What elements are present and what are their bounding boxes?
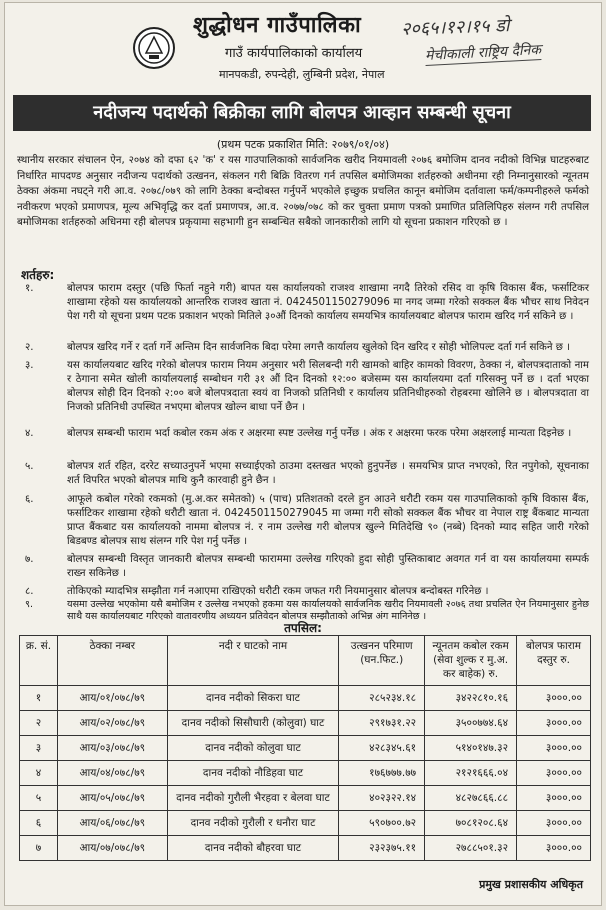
- table-row: [20, 836, 591, 861]
- condition-item: [17, 341, 589, 355]
- condition-text: तोकिएको म्यादभित्र सम्झौता गर्न नआएमा राखिएको धरौटी रकम जफत गरी नियमानुसार बोलपत्र बन्दोबस्त गरिनेछ ।: [67, 586, 489, 597]
- nepal-emblem-icon: [133, 27, 175, 69]
- cell-serial: ६: [20, 811, 58, 836]
- cell-min-bid: ३४२२८१०.१६: [425, 686, 517, 711]
- col-header-min-bid: न्यूनतम कबोल रकम (सेवा शुल्क र मु.अ. कर बाहेक) रु.: [425, 636, 517, 686]
- cell-serial: ७: [20, 836, 58, 861]
- contracts-table: [19, 635, 591, 861]
- cell-quantity: ४०२३२२.१४: [339, 786, 425, 811]
- cell-river-ghat: दानव नदीको गुरौली भैरहवा र बेलवा घाट: [167, 786, 339, 811]
- letterhead: [5, 3, 601, 89]
- intro-paragraph: स्थानीय सरकार संचालन ऐन, २०७४ को दफा ६२ 'क' र यस गाउपालिकाको सार्वजनिक खरीद नियमावली २०७६ बमोजिम दानव नदीको विभिन्न घाटहरुबाट निर्धारित मापदण्ड अनुसार नदीजन्य पदार्थको उत्खनन, संकलन गरी बिक्रि वितरण गर्न तपसिल बमोजिमका शर्तहरुको अधीनमा रही निम्नानुसारको न्यूनतम ठेक्का अंकमा नघट्ने गरी आ.व. २०७८/०७९ को लागि ठेक्का बन्दोबस्त गर्नुपर्ने भएकोले इच्छुक प्रचलित कानून बमोजिम दर्तावाला फर्म/कम्पनीहरुले फर्मको नवीकरण भएको प्रमाणपत्र, मूल्य अभिवृद्धि कर दर्ता प्रमाणपत्र, आ.व. २०७७/०७८ को कर चुक्ता प्रमाण पत्रको प्रमाणित प्रतिलिपिहरु संलग्न गरी तपसिल बमोजिमका शर्तहरुको अधिनमा रही बोलपत्र प्रकृयामा सहभागी हुन सम्बन्धित सबैको जानकारीको लागि यो सूचना प्रकाशन गरिएको छ ।: [17, 155, 589, 229]
- table-row: [20, 811, 591, 836]
- cell-serial: ३: [20, 736, 58, 761]
- cell-contract-no: आय/०४/०७८/७९: [57, 761, 167, 786]
- cell-contract-no: आय/०७/०७८/७९: [57, 836, 167, 861]
- table-row: [20, 686, 591, 711]
- cell-contract-no: आय/०१/०७८/७९: [57, 686, 167, 711]
- handwritten-note: मेचीकाली राष्ट्रिय दैनिक: [424, 41, 542, 65]
- office-name: गाउँ कार्यपालिकाको कार्यालय: [225, 46, 363, 61]
- condition-text: बोलपत्र सम्बन्धी फाराम भर्दा कबोल रकम अंक र अक्षरमा स्पष्ट उल्लेख गर्नु पर्नेछ । अंक र अक्षरमा फरक परेमा अक्षरलाई मान्यता दिइनेछ ।: [67, 428, 572, 439]
- condition-item: [17, 585, 589, 599]
- cell-min-bid: ३५००७७४.६४: [425, 711, 517, 736]
- cell-form-fee: ३०००.००: [517, 686, 591, 711]
- handwritten-date: २०६५।१२।१५ डो: [400, 15, 510, 40]
- table-heading: तपसिल:: [284, 621, 322, 635]
- table-row: [20, 711, 591, 736]
- table-header-row: [20, 636, 591, 686]
- office-address: मानपकडी, रुपन्देही, लुम्बिनी प्रदेश, नेपाल: [219, 68, 385, 81]
- condition-item: [17, 460, 589, 488]
- cell-river-ghat: दानव नदीको बौहरवा घाट: [167, 836, 339, 861]
- notice-title: नदीजन्य पदार्थको बिक्रीका लागि बोलपत्र आव्हान सम्बन्धी सूचना: [13, 95, 591, 131]
- condition-text: आफूले कबोल गरेको रकमको (मु.अ.कर समेतको) ५ (पाच) प्रतिशतको दरले हुन आउने धरौटी रकम यस गाउपालिकाको कृषि विकास बैंक, फर्साटिकर शाखामा रहेको धरौटी खाता नं. 0424501150279045 मा जम्मा गरी सोको सक्कल बैंक भौचर वा नेपाल राष्ट्र बैंकबाट मान्यता प्राप्त बैंकबाट यस कार्यालयको नाममा बोलपत्र नं. र नाम उल्लेख गरी बोलपत्र खुल्ने मितिदेखि ९० (नब्बे) दिनको म्याद सहित जारी गरेको बिडबण्ड बोलपत्र साथ संलग्न गरि पेश गर्नु पर्नेछ ।: [67, 494, 589, 547]
- notice-page: [4, 2, 602, 906]
- table-row: [20, 736, 591, 761]
- condition-text: यस कार्यालयबाट खरिद गरेको बोलपत्र फाराम नियम अनुसार भरी सिलबन्दी गरी खामको बाहिर कामको विवरण, ठेक्का नं, बोलपत्रदाताको नाम र ठेगाना समेत खोली कार्यालयलाई सम्बोधन गरी ३१ औं दिन दिनको १२:०० बजेसम्म यस कार्यालयमा दर्ता गरिसक्नु पर्ने छ । दर्ता भएका बोलपत्र सोही दिन दिनको २:०० बजे बोलपत्रदाता स्वयं वा निजको प्रतिनिधी र कार्यालय प्रतिनिधीहरुको रोहबरमा खोलिने छ । बोलपत्रदाता वा निजको प्रतिनिधी उपस्थित नभएमा बोलपत्र खोल्न बाधा पर्ने छैन ।: [67, 360, 589, 413]
- col-header-river-ghat: नदी र घाटको नाम: [167, 636, 339, 686]
- publish-date: (प्रथम पटक प्रकाशित मिति: २०७९/०१/०४): [216, 138, 390, 151]
- condition-number: ४.: [25, 428, 34, 439]
- cell-contract-no: आय/०३/०७८/७९: [57, 736, 167, 761]
- condition-item: [17, 282, 589, 324]
- condition-item: [17, 553, 589, 581]
- cell-contract-no: आय/०६/०७८/७९: [57, 811, 167, 836]
- condition-number: ८.: [25, 586, 34, 597]
- col-header-contract-no: ठेक्का नम्बर: [57, 636, 167, 686]
- condition-text: बोलपत्र सम्बन्धी विस्तृत जानकारी बोलपत्र सम्बन्धी फाराममा उल्लेख गरिएको हुदा सोही पुस्तिकाबाट अवगत गर्न वा यस कार्यालयमा सम्पर्क राख्न सकिनेछ ।: [67, 554, 589, 579]
- cell-quantity: २९१७३१.२२: [339, 711, 425, 736]
- col-header-form-fee: बोलपत्र फाराम दस्तुर रु.: [517, 636, 591, 686]
- cell-min-bid: ५१४०१४७.३२: [425, 736, 517, 761]
- cell-form-fee: ३०००.००: [517, 711, 591, 736]
- cell-serial: ५: [20, 786, 58, 811]
- cell-river-ghat: दानव नदीको सिसौघारी (कोलुवा) घाट: [167, 711, 339, 736]
- cell-form-fee: ३०००.००: [517, 786, 591, 811]
- cell-quantity: १७६७७७.७७: [339, 761, 425, 786]
- condition-number: ३.: [25, 360, 34, 371]
- cell-quantity: २८५२३४.१८: [339, 686, 425, 711]
- cell-min-bid: ७०८१२०८.६४: [425, 811, 517, 836]
- cell-quantity: २३२३७५.११: [339, 836, 425, 861]
- cell-min-bid: २१२१६६६.०४: [425, 761, 517, 786]
- condition-text: बोलपत्र फाराम दस्तुर (पछि फिर्ता नहुने गरी) बापत यस कार्यालयको राजश्व शाखामा नगदै तिरेको रसिद वा कृषि विकास बैंक, फर्साटिकर शाखामा रहेको यस कार्यालयको आन्तरिक राजश्व खाता नं. 0424501150279096 मा नगद जम्मा गरेको सक्कल बैंक भौचर साथ निवेदन पेश गरी यो सूचना प्रथम पटक प्रकाशन भएको मितिले ३०औं दिनको कार्यालय समयभित्र कार्यालयबाट बोलपत्र फाराम खरिद गर्न सकिने छ ।: [67, 283, 589, 322]
- condition-number: ९.: [25, 599, 34, 610]
- condition-item: [17, 359, 589, 415]
- cell-serial: २: [20, 711, 58, 736]
- signature-title: प्रमुख प्रशासकीय अधिकृत: [479, 878, 583, 891]
- condition-number: ६.: [25, 494, 34, 505]
- org-name: शुद्धोधन गाउँपालिका: [193, 13, 362, 38]
- condition-text: यसमा उल्लेख भएकोमा यसै बमोजिम र उल्लेख नभएको हकमा यस कार्यालयको सार्वजनिक खरीद नियमावली २०७६ तथा प्रचलित ऐन नियमानुसार हुनेछ साथै यस कार्यालयबाट गरिएको वातावरणीय अध्ययन प्रतिवेदन बोलपत्र सम्झौताको अभिन्न अंग मानिनेछ ।: [67, 599, 589, 622]
- condition-number: ७.: [25, 554, 34, 565]
- cell-river-ghat: दानव नदीको नौडिहवा घाट: [167, 761, 339, 786]
- condition-number: १.: [25, 283, 34, 294]
- cell-form-fee: ३०००.००: [517, 761, 591, 786]
- condition-number: २.: [25, 342, 34, 353]
- cell-form-fee: ३०००.००: [517, 836, 591, 861]
- condition-text: बोलपत्र खरिद गर्ने र दर्ता गर्ने अन्तिम दिन सार्वजनिक बिदा परेमा लगत्तै कार्यालय खुलेको दिन खरिद र सोही भोलिपल्ट दर्ता गर्न सकिने छ ।: [67, 342, 570, 353]
- table-row: [20, 761, 591, 786]
- col-header-quantity: उत्खनन परिमाण (घन.फिट.): [339, 636, 425, 686]
- condition-item: [17, 427, 589, 441]
- cell-river-ghat: दानव नदीको गुरौली र धनौरा घाट: [167, 811, 339, 836]
- cell-serial: ४: [20, 761, 58, 786]
- conditions-heading: शर्तहरु:: [21, 268, 55, 282]
- condition-item: [17, 493, 589, 549]
- cell-river-ghat: दानव नदीको कोलुवा घाट: [167, 736, 339, 761]
- cell-quantity: ४२८३४५.६१: [339, 736, 425, 761]
- cell-serial: १: [20, 686, 58, 711]
- cell-min-bid: ४८२७८६६.८८: [425, 786, 517, 811]
- cell-form-fee: ३०००.००: [517, 736, 591, 761]
- cell-river-ghat: दानव नदीको सिकरा घाट: [167, 686, 339, 711]
- condition-text: बोलपत्र शर्त रहित, दररेट सच्याउनुपर्ने भएमा सच्याईएको ठाउमा दस्तखत भएको हुनुपर्नेछ । समयभित्र प्राप्त नभएको, रित नपुगेको, सूचनाका शर्त विपरित भएको बोलपत्र माथि कुनै कारवाही हुने छैन ।: [67, 461, 589, 486]
- cell-min-bid: २७८८५०१.३२: [425, 836, 517, 861]
- cell-form-fee: ३०००.००: [517, 811, 591, 836]
- cell-quantity: ५९०७००.७२: [339, 811, 425, 836]
- col-header-serial: क्र. सं.: [20, 636, 58, 686]
- condition-number: ५.: [25, 461, 34, 472]
- cell-contract-no: आय/०२/०७८/७९: [57, 711, 167, 736]
- cell-contract-no: आय/०५/०७८/७९: [57, 786, 167, 811]
- table-row: [20, 786, 591, 811]
